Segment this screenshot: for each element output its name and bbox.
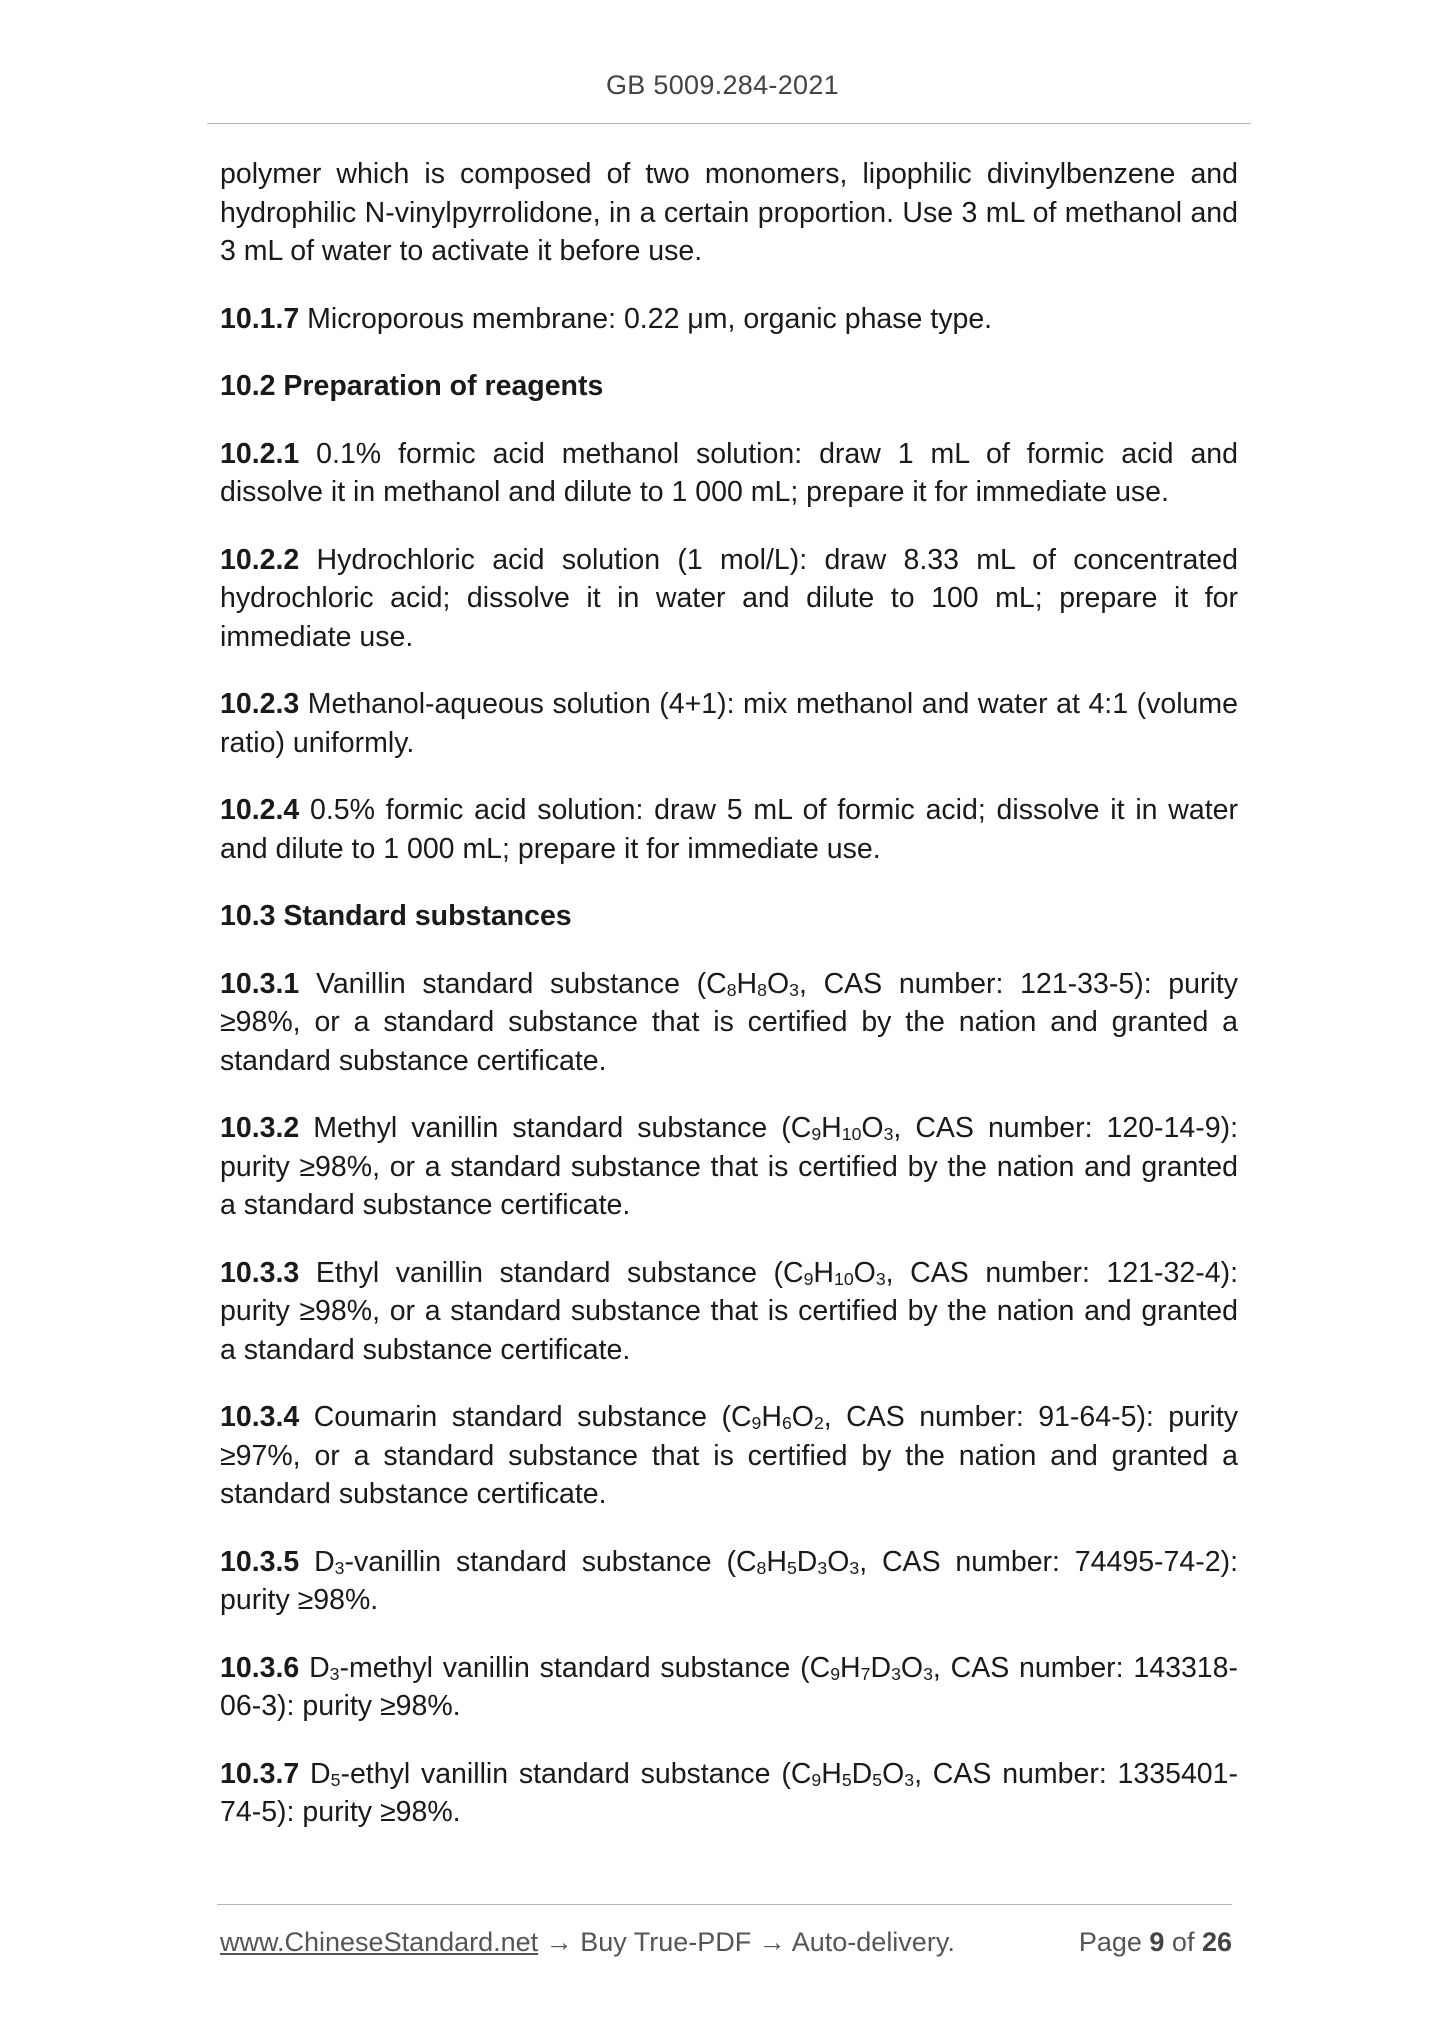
chemical-formula: $C_9H_{10}O_3$ [783, 1256, 886, 1289]
clause-text: , CAS number: 121-33-5): purity ≥98%, or a standard substance that is certified by the nation and granted a standard substance certificate. [220, 967, 1238, 1077]
section-heading-10-2: 10.2 Preparation of reagents [220, 370, 604, 402]
paragraph-10-3-6: 10.3.6 $D_3$-methyl vanillin standard substance ($C_9H_7D_3O_3$, CAS number: 143318-06-3): purity ≥98%. [220, 1651, 1238, 1722]
total-page-count: 26 [1201, 1927, 1232, 1957]
paragraph-10-3-1 [220, 965, 1238, 1081]
page-footer [220, 1924, 1232, 1960]
chemical-formula: $C_9H_7D_3O_3$ [809, 1651, 933, 1684]
clause-text: -vanillin standard substance ( [344, 1545, 736, 1578]
paragraph-10-2-2 [220, 541, 1238, 657]
clause-number: 10.3.2 [220, 1112, 300, 1144]
clause-text: Vanillin standard substance ( [299, 967, 707, 1000]
chemical-formula: $C_8H_5D_3O_3$ [735, 1545, 860, 1578]
document-body [220, 155, 1238, 1861]
clause-text: Hydrochloric acid solution (1 mol/L): draw 8.33 mL of concentrated hydrochloric acid; dissolve it in water and dilute to 100 mL; prepare it for immediate use. [220, 543, 1238, 653]
clause-number: 10.2.4 [220, 794, 300, 826]
clause-number: 10.2.1 [220, 437, 300, 470]
clause-number: 10.3.7 [220, 1757, 300, 1790]
clause-number: 10.2.3 [220, 688, 300, 720]
footer-tagline: → Buy True-PDF → Auto-delivery. [538, 1927, 955, 1957]
footer-divider [217, 1904, 1232, 1905]
clause-text: Methanol-aqueous solution (4+1): mix methanol and water at 4:1 (volume ratio) uniformly. [220, 688, 1238, 759]
clause-text: 0.1% formic acid methanol solution: draw 1 mL of formic acid and dissolve it in methanol and dilute to 1 000 mL; prepare it for immediate use. [220, 437, 1238, 508]
paragraph-10-1-7 [220, 300, 1238, 339]
clause-number: 10.3.5 [220, 1545, 300, 1578]
paragraph-10-3-4 [220, 1398, 1238, 1514]
section-heading-10-3: 10.3 Standard substances [220, 900, 572, 932]
clause-text: , CAS number: 120-14-9): purity ≥98%, or a standard substance that is certified by the nation and granted a standard substance certificate. [220, 1112, 1239, 1221]
current-page-number: 9 [1149, 1927, 1165, 1957]
clause-number: 10.3.1 [220, 967, 300, 1000]
clause-text: -ethyl vanillin standard substance ( [340, 1757, 791, 1790]
paragraph-10-2-4 [220, 791, 1238, 868]
paragraph-10-3-2 [220, 1109, 1238, 1225]
clause-text: , CAS number: 143318-06-3): purity ≥98%. [220, 1651, 1238, 1722]
chemical-formula: $C_8H_8O_3$ [706, 967, 799, 1000]
clause-number: 10.2.2 [220, 543, 300, 576]
clause-text: Coumarin standard substance ( [299, 1401, 731, 1433]
clause-text: , CAS number: 121-32-4): purity ≥98%, or a standard substance that is certified by the nation and granted a standard substance certificate. [220, 1256, 1238, 1366]
chemical-formula: $C_9H_{10}O_3$ [790, 1112, 894, 1145]
clause-number: 10.1.7 [220, 302, 300, 335]
chemical-formula: $C_9H_6O_2$ [730, 1401, 824, 1434]
paragraph-10-2-3 [220, 685, 1238, 762]
paragraph-10-3-7: 10.3.7 $D_5$-ethyl vanillin standard substance ($C_9H_5D_5O_3$, CAS number: 1335401-74-5): purity ≥98%. [220, 1757, 1238, 1828]
clause-number: 10.3.3 [220, 1256, 300, 1289]
paragraph-10-3-5: 10.3.5 $D_3$-vanillin standard substance ($C_8H_5D_3O_3$, CAS number: 74495-74-2): purity ≥98%. [220, 1545, 1238, 1616]
clause-text: , CAS number: 74495-74-2): purity ≥98%. [220, 1545, 1238, 1616]
clause-text: 0.5% formic acid solution: draw 5 mL of formic acid; dissolve it in water and dilute to 1 000 mL; prepare it for immediate use. [220, 794, 1238, 865]
clause-text: Ethyl vanillin standard substance ( [299, 1256, 783, 1289]
clause-text: Methyl vanillin standard substance ( [299, 1112, 791, 1144]
clause-number: 10.3.6 [220, 1651, 300, 1684]
paragraph-10-2-1 [220, 435, 1238, 512]
document-code-header: GB 5009.284-2021 [606, 70, 839, 100]
header-divider [207, 123, 1251, 124]
clause-text: , CAS number: 91-64-5): purity ≥97%, or a standard substance that is certified by the nation and granted a standard substance certificate. [220, 1401, 1238, 1510]
paragraph-intro: polymer which is composed of two monomers, lipophilic divinylbenzene and hydrophilic N-vinylpyrrolidone, in a certain proportion. Use 3 mL of methanol and 3 mL of water to activate it before use. [220, 158, 1238, 267]
paragraph-10-3-3 [220, 1254, 1238, 1370]
page-indicator: Page 9 of 26 [1078, 1927, 1232, 1957]
clause-number: 10.3.4 [220, 1401, 300, 1433]
website-link[interactable]: www.ChineseStandard.net [220, 1927, 539, 1957]
clause-text: Microporous membrane: 0.22 μm, organic phase type. [299, 302, 993, 335]
clause-text: -methyl vanillin standard substance ( [339, 1651, 810, 1684]
chemical-formula: $C_9H_5D_5O_3$ [790, 1757, 915, 1790]
clause-text: , CAS number: 1335401-74-5): purity ≥98%. [220, 1757, 1238, 1828]
